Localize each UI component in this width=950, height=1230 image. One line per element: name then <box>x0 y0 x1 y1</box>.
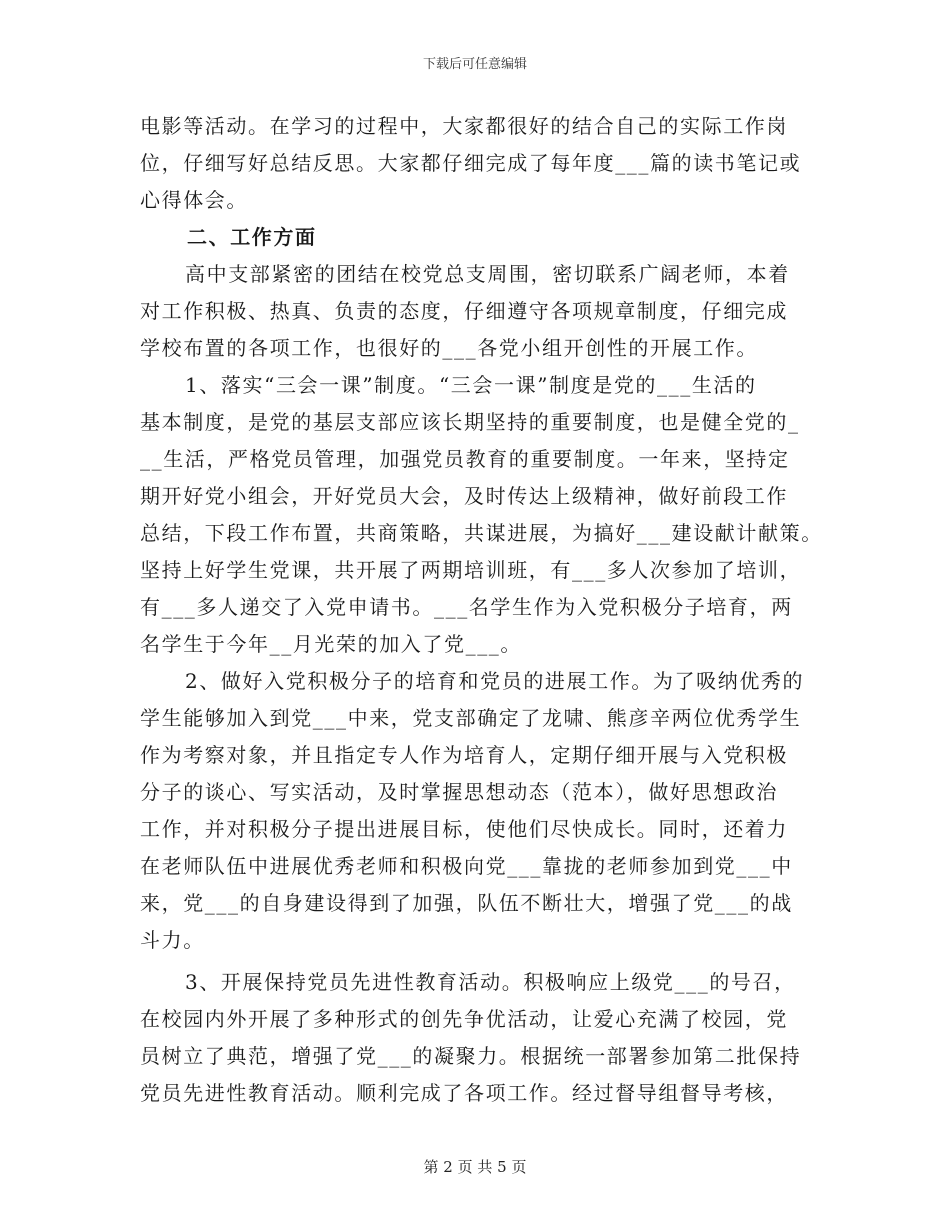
document-body <box>140 108 823 1112</box>
paragraph-line: 作为考察对象，并且指定专人作为培育人，定期仔细开展与入党积极 <box>140 743 788 767</box>
paragraph-line: 心得体会。 <box>140 188 248 212</box>
paragraph-line: 高中支部紧密的团结在校党总支周围，密切联系广阔老师，本着 <box>185 262 790 286</box>
paragraph-line: 党员先进性教育活动。顺利完成了各项工作。经过督导组督导考核， <box>140 1081 788 1105</box>
paragraph-line: 总结，下段工作布置，共商策略，共谋进展，为搞好___建设献计献策。 <box>140 521 823 545</box>
paragraph-line: 分子的谈心、写实活动，及时掌握思想动态（范本），做好思想政治 <box>140 780 778 804</box>
paragraph-line: __生活，严格党员管理，加强党员教育的重要制度。一年来，坚持定 <box>140 447 790 471</box>
paragraph-line: 在老师队伍中进展优秀老师和积极向党___靠拢的老师参加到党___中 <box>140 854 793 878</box>
paragraph-line: 对工作积极、热真、负责的态度，仔细遵守各项规章制度，仔细完成 <box>140 299 788 323</box>
paragraph-line: 有___多人递交了入党申请书。___名学生作为入党积极分子培育，两 <box>140 595 793 619</box>
paragraph-line: 电影等活动。在学习的过程中，大家都很好的结合自己的实际工作岗 <box>140 114 788 138</box>
paragraph-line: 位，仔细写好总结反思。大家都仔细完成了每年度___篇的读书笔记或 <box>140 151 802 175</box>
paragraph-line: 基本制度，是党的基层支部应该长期坚持的重要制度，也是健全党的_ <box>140 410 800 434</box>
paragraph-line: 员树立了典范，增强了党___的凝聚力。根据统一部署参加第二批保持 <box>140 1044 802 1068</box>
paragraph-line: 工作，并对积极分子提出进展目标，使他们尽快成长。同时，还着力 <box>140 817 788 841</box>
paragraph-line: 期开好党小组会，开好党员大会，及时传达上级精神，做好前段工作 <box>140 484 788 508</box>
paragraph-line: 1、落实“三会一课”制度。“三会一课”制度是党的___生活的 <box>185 373 757 397</box>
paragraph-line: 斗力。 <box>140 928 205 952</box>
paragraph-line: 学校布置的各项工作，也很好的___各党小组开创性的开展工作。 <box>140 336 758 360</box>
paragraph-line: 学生能够加入到党___中来，党支部确定了龙啸、熊彦辛两位优秀学生 <box>140 706 802 730</box>
paragraph-line: 来，党___的自身建设得到了加强，队伍不断壮大，增强了党___的战 <box>140 891 793 915</box>
header-note: 下载后可任意编辑 <box>422 57 527 72</box>
paragraph-line: 坚持上好学生党课，共开展了两期培训班，有___多人次参加了培训， <box>140 558 802 582</box>
paragraph-line: 在校园内外开展了多种形式的创先争优活动，让爱心充满了校园，党 <box>140 1007 788 1031</box>
paragraph-line: 2、做好入党积极分子的培育和党员的进展工作。为了吸纳优秀的 <box>185 669 805 693</box>
paragraph-line: 名学生于今年__月光荣的加入了党___。 <box>140 632 522 656</box>
page-number: 第 2 页 共 5 页 <box>423 1158 527 1176</box>
section-heading: 二、工作方面 <box>187 225 317 249</box>
paragraph-line: 3、开展保持党员先进性教育活动。积极响应上级党___的号召， <box>185 970 796 994</box>
